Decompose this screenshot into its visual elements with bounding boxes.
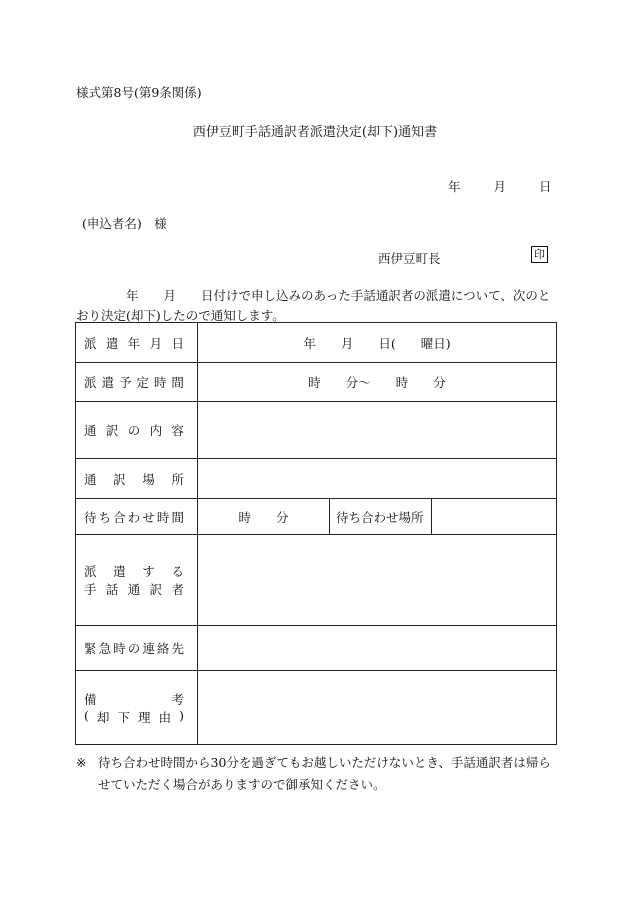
body-text: 年 月 日付けで申し込みのあった手話通訳者の派遣について、次のとおり決定(却下)したので通知します。: [76, 288, 551, 323]
month-label: 月: [493, 179, 506, 194]
dispatch-date-value[interactable]: 年 月 日( 曜日): [198, 323, 557, 363]
remarks-label: [76, 671, 198, 745]
label-text: 通 訳 場 所: [84, 471, 184, 487]
row-dispatch-date: [76, 323, 557, 363]
form-id: 様式第8号(第9条関係): [76, 85, 202, 100]
interpreter-value[interactable]: [198, 535, 557, 626]
issue-date-line: [448, 177, 551, 195]
row-interpretation-content: [76, 402, 557, 459]
label-text: 派 遣 す る: [84, 564, 184, 579]
note-text: 待ち合わせ時間から30分を過ぎてもお越しいただけないとき、手話通訳者は帰らせていただく場合がありますので御承知ください。: [98, 755, 551, 792]
label-text: 手 話 通 訳 者: [84, 582, 184, 597]
row-interpretation-place: [76, 459, 557, 499]
label-text: 緊 急 時 の 連 絡 先: [84, 641, 184, 656]
row-emergency-contact: [76, 626, 557, 671]
meeting-time-label: [76, 499, 198, 535]
document-title: 西伊豆町手話通訳者派遣決定(却下)通知書: [192, 125, 438, 140]
interpretation-place-label: [76, 459, 198, 499]
label-text: 通 訳 の 内 容: [84, 423, 184, 438]
label-text: 派 遣 年 月 日: [84, 335, 184, 351]
row-remarks: [76, 671, 557, 745]
seal-stamp: 印: [531, 246, 548, 263]
issuer: 西伊豆町長: [378, 251, 441, 266]
meeting-time-value[interactable]: 時 分: [198, 499, 330, 535]
interpreter-label: [76, 535, 198, 626]
dispatch-date-label: [76, 323, 198, 363]
addressee: (申込者名) 様: [82, 216, 167, 231]
label-text: 待 ち 合 わ せ 時 間: [84, 509, 184, 525]
interpretation-content-value[interactable]: [198, 402, 557, 459]
row-interpreter: [76, 535, 557, 626]
interpretation-content-label: [76, 402, 198, 459]
dispatch-time-label: [76, 363, 198, 402]
label-text: ( 却 下 理 由 ): [84, 707, 184, 725]
row-dispatch-time: [76, 363, 557, 402]
day-label: 日: [538, 179, 552, 194]
year-label: 年: [448, 179, 461, 194]
interpretation-place-value[interactable]: [198, 459, 557, 499]
row-meeting: [76, 499, 557, 535]
label-text: 備 考: [84, 691, 184, 707]
emergency-contact-label: [76, 626, 198, 671]
note-mark: ※: [76, 755, 87, 770]
label-text: 派 遣 予 定 時 間: [84, 375, 184, 390]
emergency-contact-value[interactable]: [198, 626, 557, 671]
dispatch-time-value[interactable]: 時 分～ 時 分: [198, 363, 557, 402]
remarks-value[interactable]: [198, 671, 557, 745]
footnote: [76, 752, 561, 796]
meeting-place-value[interactable]: [432, 499, 557, 535]
meeting-place-label: 待ち合わせ場所: [330, 499, 432, 535]
dispatch-form-table: [75, 322, 557, 745]
